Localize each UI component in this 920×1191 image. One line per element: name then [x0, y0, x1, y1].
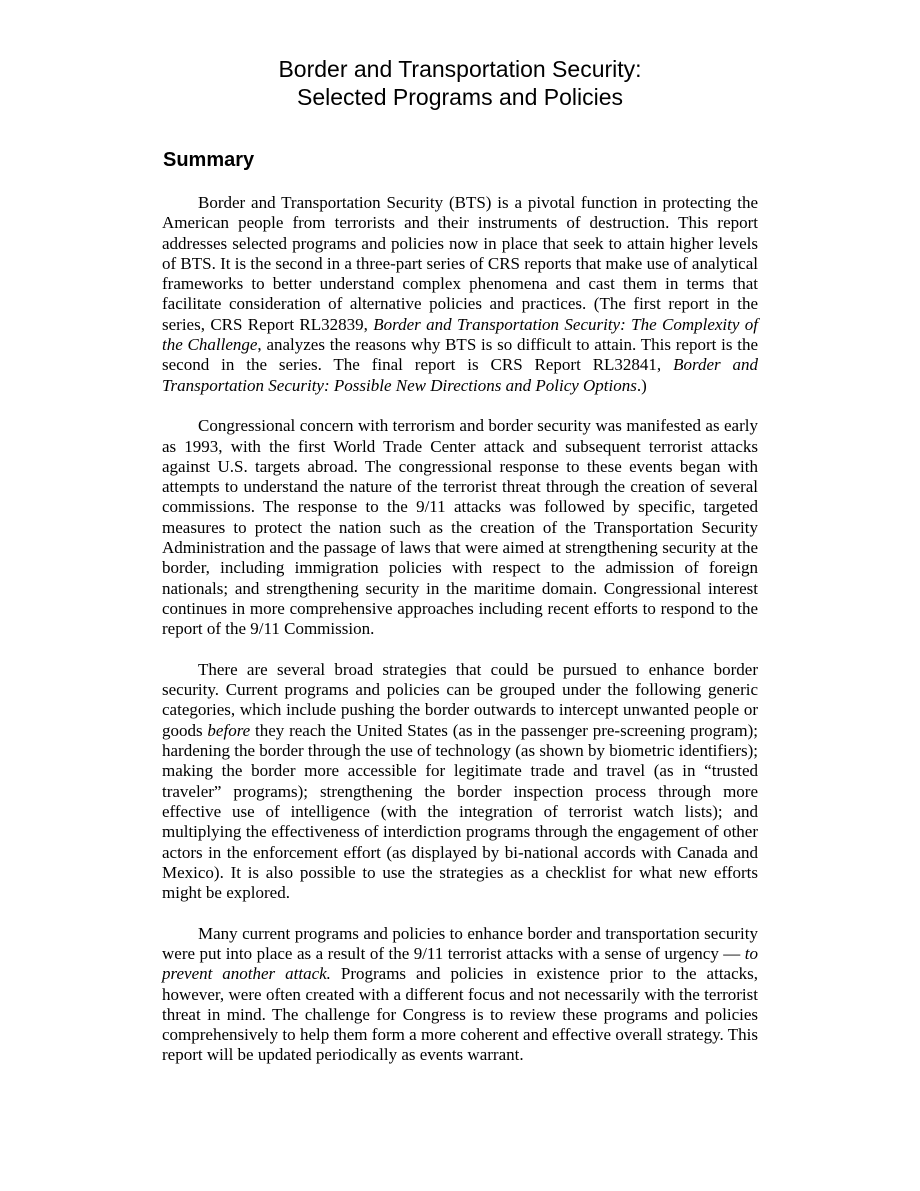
- paragraph-4: [162, 924, 758, 1066]
- paragraph-2-text: Congressional concern with terrorism and border security was manifested as early as 1993, with the first World Trade Center attack and subsequent terrorist attacks against U.S. targets abroad. The congressional response to these events began with attempts to understand the nature of the terrorist threat through the creation of several commissions. The response to the 9/11 attacks was followed by specific, targeted measures to protect the nation such as the creation of the Transportation Security Administration and the passage of laws that were aimed at strengthening security at the border, including immigration policies with respect to the admission of foreign nationals; and strengthening security in the maritime domain. Congressional interest continues in more comprehensive approaches including recent efforts to respond to the report of the 9/11 Commission.: [162, 416, 758, 639]
- paragraph-3: [162, 660, 758, 904]
- paragraph-3-emphasis: before: [207, 720, 251, 740]
- paragraph-1-text-b: , analyzes the reasons why BTS is so difficult to attain. This report is the second in the series. The final report is CRS Report RL32841,: [162, 335, 758, 375]
- summary-body: [162, 193, 758, 1086]
- section-heading-summary: Summary: [163, 149, 255, 171]
- paragraph-4-text-a: Many current programs and policies to enhance border and transportation security were put into place as a result of the 9/11 terrorist attacks with a sense of urgency —: [162, 923, 758, 963]
- paragraph-1-text-a: Border and Transportation Security (BTS) is a pivotal function in protecting the American people from terrorists and their instruments of destruction. This report addresses selected programs and policies now in place that seek to attain higher levels of BTS. It is the second in a three-part series of CRS reports that make use of analytical frameworks to better understand complex phenomena and cast them in terms that facilitate consideration of alternative policies and practices. (The first report in the series, CRS Report RL32839,: [162, 193, 758, 334]
- paragraph-4-emphasis: to prevent another attack.: [162, 943, 758, 984]
- paragraph-1-citation-2: Border and Transportation Security: Possible New Directions and Policy Options: [162, 355, 759, 395]
- paragraph-3-text-b: they reach the United States (as in the passenger pre-screening program); hardening the border through the use of technology (as shown by biometric identifiers); making the border more accessible for legitimate trade and travel (as in “trusted traveler” programs); strengthening the border inspection process through more effective use of intelligence (with the integration of terrorist watch lists); and multiplying the effectiveness of interdiction programs through the engagement of other actors in the enforcement effort (as displayed by bi-national accords with Canada and Mexico). It is also possible to use the strategies as a checklist for what new efforts might be explored.: [162, 720, 758, 903]
- paragraph-2: [162, 416, 758, 639]
- paragraph-4-text-b: Programs and policies in existence prior to the attacks, however, were often created with a different focus and not necessarily with the terrorist threat in mind. The challenge for Congress is to review these programs and policies comprehensively to help them form a more coherent and effective overall strategy. This report will be updated periodically as events warrant.: [162, 964, 758, 1065]
- paragraph-1: [162, 193, 758, 396]
- paragraph-1-citation-1: Border and Transportation Security: The Complexity of the Challenge: [162, 314, 758, 355]
- title-line-1: Border and Transportation Security:: [278, 56, 642, 82]
- paragraph-3-text-a: There are several broad strategies that could be pursued to enhance border security. Current programs and policies can be grouped under the following generic categories, which include pushing the border outwards to intercept unwanted people or goods: [162, 659, 758, 740]
- document-title: [0, 55, 920, 111]
- paragraph-1-text-c: .): [636, 375, 647, 395]
- title-line-2: Selected Programs and Policies: [297, 84, 623, 110]
